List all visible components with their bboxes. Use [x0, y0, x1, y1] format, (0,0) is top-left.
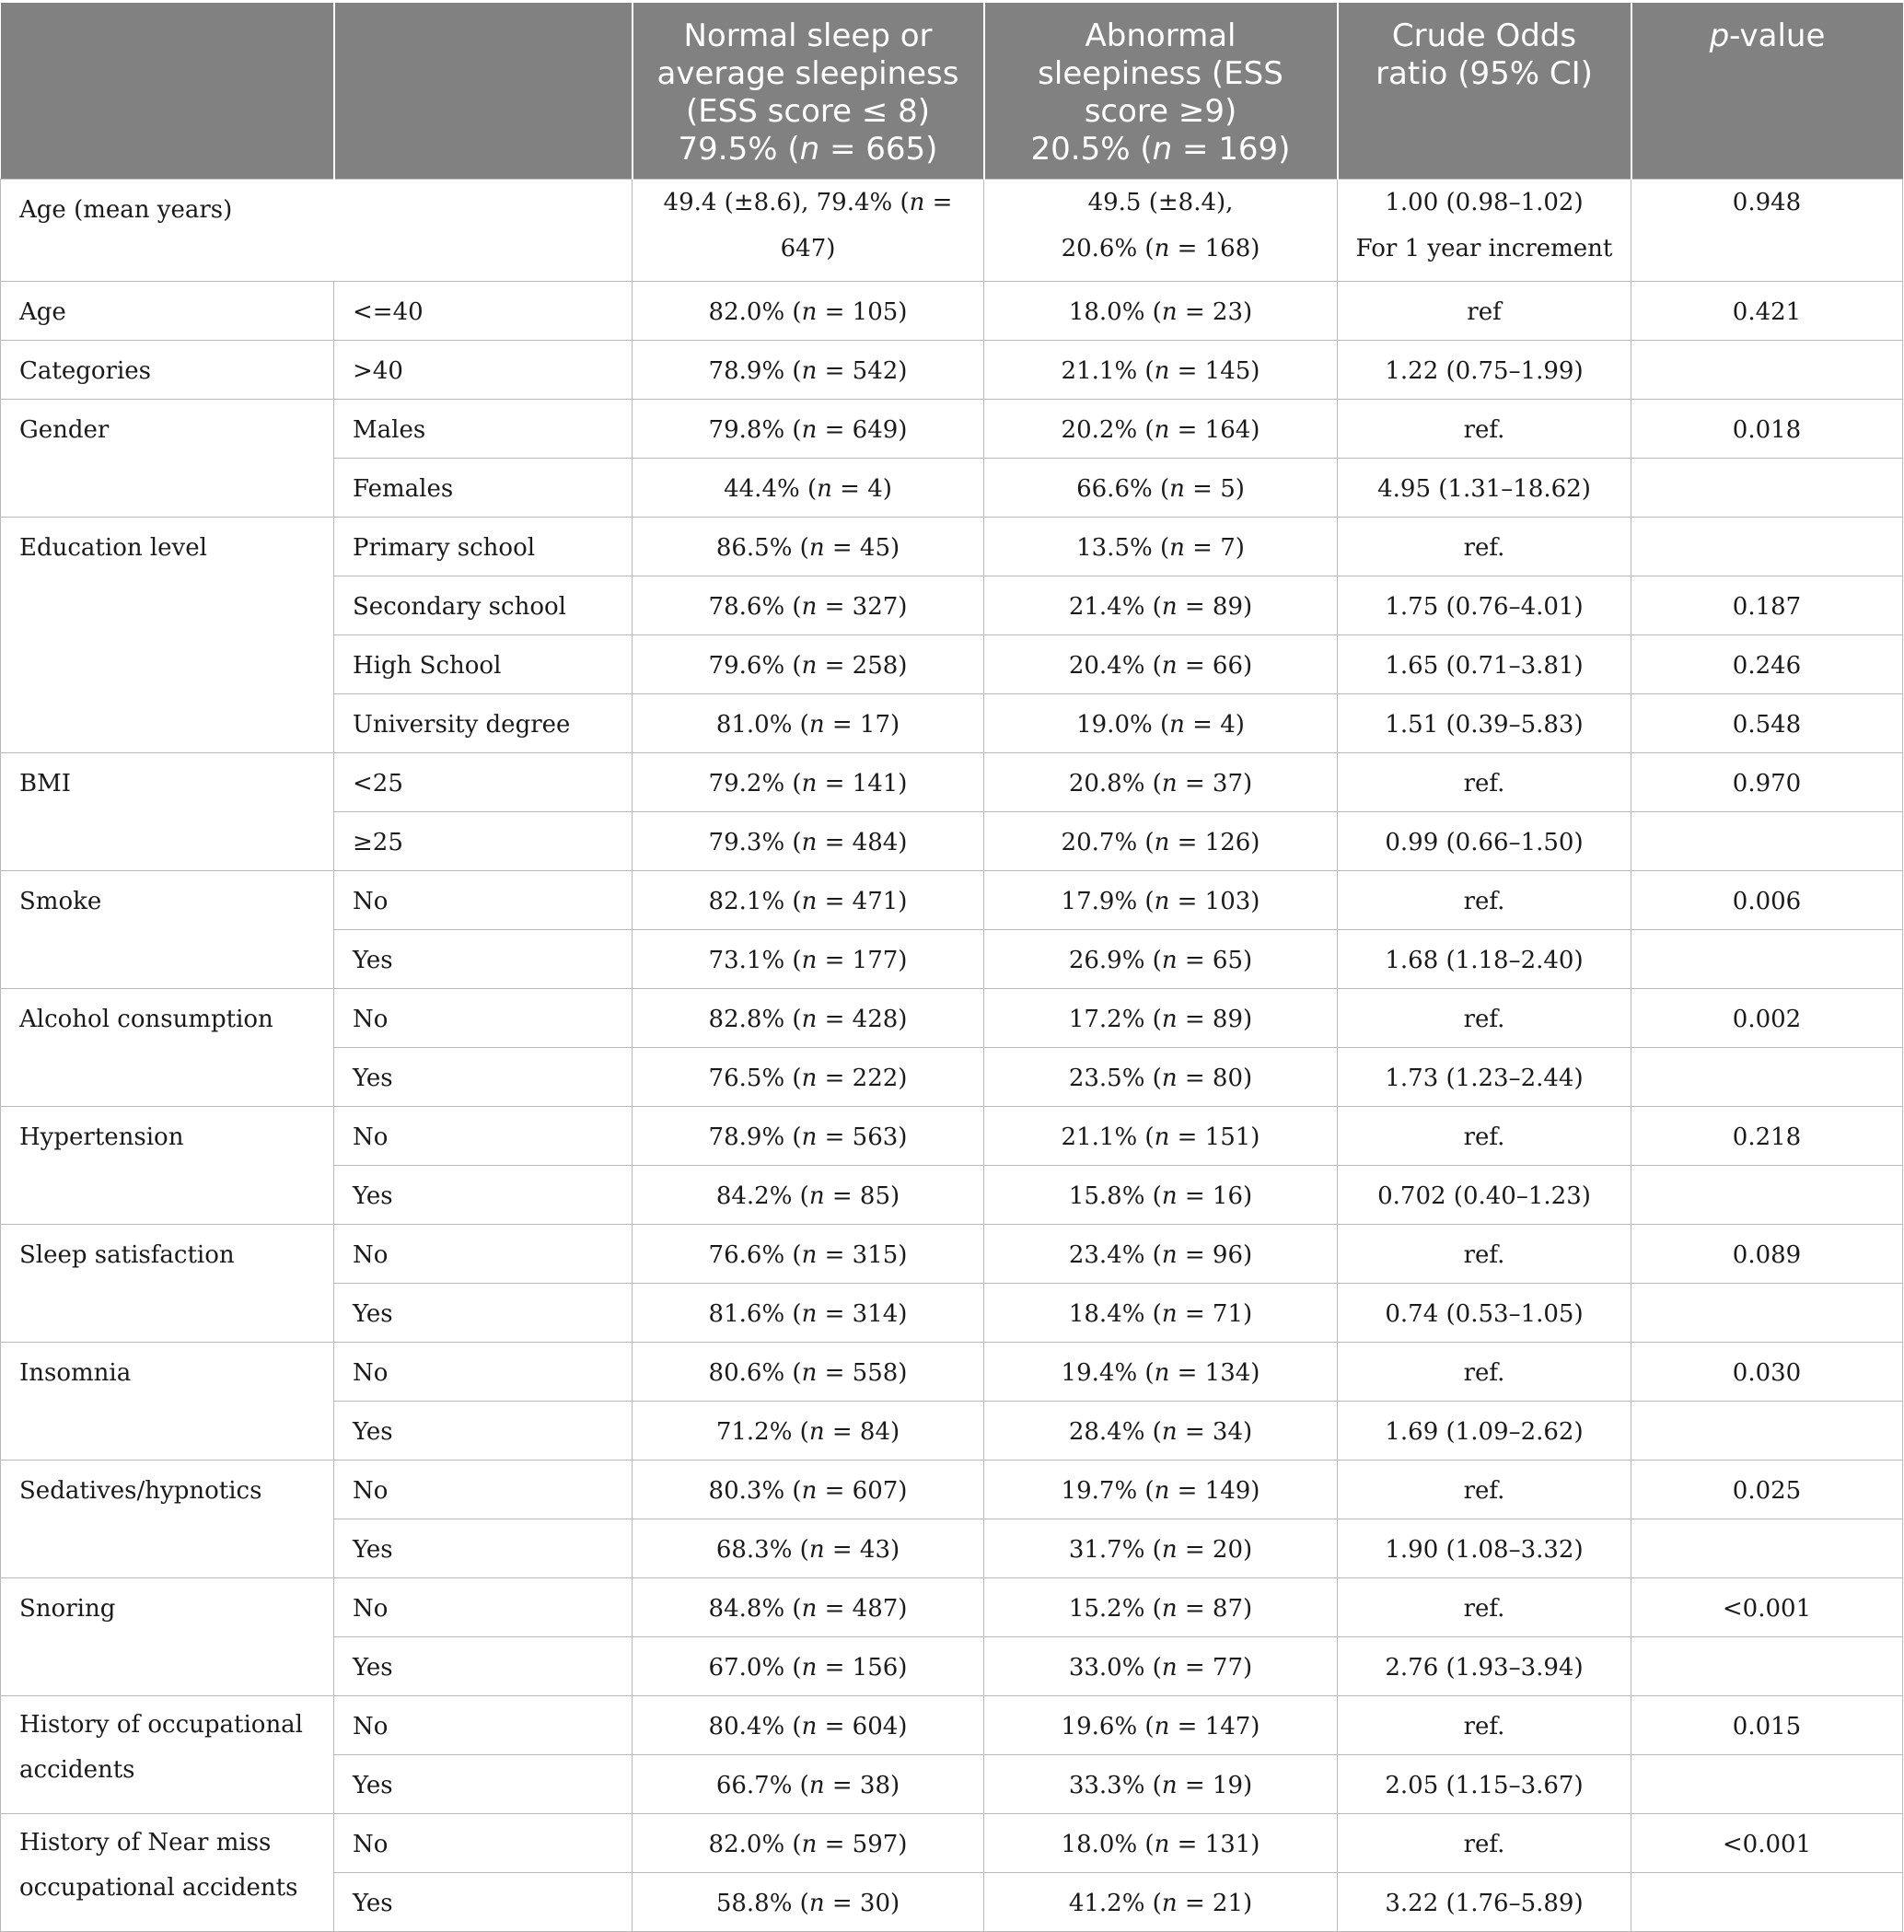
row-subcategory: ≥25 — [334, 812, 633, 871]
cell-odds-ratio: ref. — [1338, 1814, 1631, 1873]
row-subcategory: No — [334, 1578, 633, 1637]
row-subcategory: Yes — [334, 930, 633, 989]
row-subcategory: <=40 — [334, 282, 633, 341]
cell-p-value: 0.970 — [1631, 753, 1903, 812]
cell-normal: 82.8% (n = 428) — [633, 989, 984, 1048]
cell-normal: 49.4 (±8.6), 79.4% (n = 647) — [633, 180, 984, 282]
cell-normal: 73.1% (n = 177) — [633, 930, 984, 989]
cell-odds-ratio: 1.73 (1.23–2.44) — [1338, 1048, 1631, 1107]
cell-p-value — [1631, 1637, 1903, 1696]
cell-p-value: 0.246 — [1631, 635, 1903, 694]
cell-normal: 86.5% (n = 45) — [633, 518, 984, 576]
cell-p-value: 0.187 — [1631, 576, 1903, 635]
table-row — [1, 753, 1903, 812]
cell-odds-ratio: 0.99 (0.66–1.50) — [1338, 812, 1631, 871]
cell-abnormal: 33.3% (n = 19) — [984, 1755, 1338, 1814]
cell-normal: 81.0% (n = 17) — [633, 694, 984, 753]
table-row — [1, 1461, 1903, 1519]
cell-p-value — [1631, 812, 1903, 871]
cell-normal: 71.2% (n = 84) — [633, 1402, 984, 1461]
row-subcategory: No — [334, 1696, 633, 1755]
header-or-line1: Crude Odds — [1391, 17, 1577, 54]
cell-odds-ratio: ref. — [1338, 400, 1631, 459]
row-group-label: Sleep satisfaction — [1, 1225, 334, 1343]
cell-normal: 58.8% (n = 30) — [633, 1873, 984, 1932]
cell-abnormal: 20.8% (n = 37) — [984, 753, 1338, 812]
header-normal-line2: average sleepiness — [656, 55, 959, 92]
row-group-label: History of Near miss occupational accidents — [1, 1814, 334, 1932]
cell-odds-ratio: ref. — [1338, 1578, 1631, 1637]
cell-normal: 82.0% (n = 597) — [633, 1814, 984, 1873]
cell-abnormal: 15.2% (n = 87) — [984, 1578, 1338, 1637]
cell-odds-ratio: 1.75 (0.76–4.01) — [1338, 576, 1631, 635]
row-subcategory: Yes — [334, 1755, 633, 1814]
cell-odds-ratio: ref. — [1338, 518, 1631, 576]
cell-odds-ratio: 0.702 (0.40–1.23) — [1338, 1166, 1631, 1225]
row-group-label: Sedatives/hypnotics — [1, 1461, 334, 1578]
results-table — [0, 3, 1903, 1932]
cell-abnormal: 21.4% (n = 89) — [984, 576, 1338, 635]
header-abnormal-line4: 20.5% (n = 169) — [1030, 131, 1291, 168]
row-subcategory: Primary school — [334, 518, 633, 576]
cell-normal: 80.3% (n = 607) — [633, 1461, 984, 1519]
row-subcategory: Yes — [334, 1284, 633, 1343]
header-variable — [1, 3, 334, 180]
table-row — [1, 871, 1903, 930]
header-p-value: p-value — [1631, 3, 1903, 180]
row-subcategory: University degree — [334, 694, 633, 753]
cell-p-value — [1631, 1519, 1903, 1578]
cell-odds-ratio: 2.76 (1.93–3.94) — [1338, 1637, 1631, 1696]
cell-odds-ratio: 2.05 (1.15–3.67) — [1338, 1755, 1631, 1814]
header-abnormal-line1: Abnormal — [1085, 17, 1236, 54]
cell-abnormal: 18.0% (n = 131) — [984, 1814, 1338, 1873]
cell-normal: 80.4% (n = 604) — [633, 1696, 984, 1755]
row-subcategory: Females — [334, 459, 633, 518]
cell-abnormal: 18.4% (n = 71) — [984, 1284, 1338, 1343]
cell-p-value — [1631, 459, 1903, 518]
cell-p-value — [1631, 518, 1903, 576]
row-subcategory: Secondary school — [334, 576, 633, 635]
cell-normal: 79.3% (n = 484) — [633, 812, 984, 871]
cell-p-value — [1631, 1402, 1903, 1461]
row-group-label: Gender — [1, 400, 334, 518]
table-row — [1, 1814, 1903, 1873]
cell-odds-ratio: ref. — [1338, 1107, 1631, 1166]
cell-p-value: 0.025 — [1631, 1461, 1903, 1519]
header-normal-sleep — [633, 3, 984, 180]
row-group-label: BMI — [1, 753, 334, 871]
cell-abnormal: 28.4% (n = 34) — [984, 1402, 1338, 1461]
cell-abnormal: 15.8% (n = 16) — [984, 1166, 1338, 1225]
table-row — [1, 1696, 1903, 1755]
cell-abnormal: 19.7% (n = 149) — [984, 1461, 1338, 1519]
row-subcategory: Yes — [334, 1166, 633, 1225]
cell-abnormal: 20.7% (n = 126) — [984, 812, 1338, 871]
cell-odds-ratio: ref. — [1338, 1696, 1631, 1755]
row-subcategory: Yes — [334, 1873, 633, 1932]
row-group-label: History of occupational accidents — [1, 1696, 334, 1814]
cell-odds-ratio: 0.74 (0.53–1.05) — [1338, 1284, 1631, 1343]
cell-normal: 82.1% (n = 471) — [633, 871, 984, 930]
row-group-label: Snoring — [1, 1578, 334, 1696]
cell-odds-ratio: 4.95 (1.31–18.62) — [1338, 459, 1631, 518]
row-group-label: Insomnia — [1, 1343, 334, 1461]
cell-normal: 78.9% (n = 563) — [633, 1107, 984, 1166]
cell-normal: 79.2% (n = 141) — [633, 753, 984, 812]
row-group-label: Education level — [1, 518, 334, 753]
row-label: Age (mean years) — [1, 180, 633, 282]
cell-p-value — [1631, 1166, 1903, 1225]
cell-abnormal: 18.0% (n = 23) — [984, 282, 1338, 341]
row-subcategory: No — [334, 1225, 633, 1284]
cell-p-value: 0.015 — [1631, 1696, 1903, 1755]
cell-odds-ratio: ref. — [1338, 871, 1631, 930]
cell-odds-ratio: ref. — [1338, 989, 1631, 1048]
header-or-line2: ratio (95% CI) — [1376, 55, 1593, 92]
cell-abnormal: 13.5% (n = 7) — [984, 518, 1338, 576]
row-subcategory: No — [334, 1107, 633, 1166]
cell-normal: 81.6% (n = 314) — [633, 1284, 984, 1343]
row-group-label: Hypertension — [1, 1107, 334, 1225]
row-subcategory: No — [334, 871, 633, 930]
cell-abnormal: 23.4% (n = 96) — [984, 1225, 1338, 1284]
cell-normal: 76.6% (n = 315) — [633, 1225, 984, 1284]
cell-normal: 76.5% (n = 222) — [633, 1048, 984, 1107]
cell-normal: 82.0% (n = 105) — [633, 282, 984, 341]
table-row — [1, 1343, 1903, 1402]
cell-p-value: 0.421 — [1631, 282, 1903, 341]
table-body — [1, 180, 1903, 1932]
cell-normal: 68.3% (n = 43) — [633, 1519, 984, 1578]
cell-p-value: 0.948 — [1631, 180, 1903, 282]
cell-abnormal: 41.2% (n = 21) — [984, 1873, 1338, 1932]
header-category — [334, 3, 633, 180]
cell-p-value: 0.089 — [1631, 1225, 1903, 1284]
cell-abnormal: 19.4% (n = 134) — [984, 1343, 1338, 1402]
cell-odds-ratio: ref. — [1338, 1461, 1631, 1519]
cell-p-value: 0.018 — [1631, 400, 1903, 459]
cell-normal: 79.8% (n = 649) — [633, 400, 984, 459]
cell-p-value — [1631, 1048, 1903, 1107]
cell-odds-ratio: 1.00 (0.98–1.02) For 1 year increment — [1338, 180, 1631, 282]
cell-odds-ratio: ref. — [1338, 753, 1631, 812]
row-subcategory: No — [334, 1343, 633, 1402]
cell-odds-ratio: 3.22 (1.76–5.89) — [1338, 1873, 1631, 1932]
cell-odds-ratio: ref. — [1338, 1225, 1631, 1284]
cell-normal: 44.4% (n = 4) — [633, 459, 984, 518]
cell-abnormal: 17.2% (n = 89) — [984, 989, 1338, 1048]
cell-normal: 67.0% (n = 156) — [633, 1637, 984, 1696]
cell-p-value: 0.218 — [1631, 1107, 1903, 1166]
cell-abnormal: 19.0% (n = 4) — [984, 694, 1338, 753]
cell-abnormal: 20.4% (n = 66) — [984, 635, 1338, 694]
cell-abnormal: 23.5% (n = 80) — [984, 1048, 1338, 1107]
table-header — [1, 3, 1903, 180]
cell-p-value — [1631, 1873, 1903, 1932]
cell-odds-ratio: 1.69 (1.09–2.62) — [1338, 1402, 1631, 1461]
cell-p-value: 0.002 — [1631, 989, 1903, 1048]
cell-odds-ratio: ref. — [1338, 1343, 1631, 1402]
cell-normal: 66.7% (n = 38) — [633, 1755, 984, 1814]
row-subcategory: <25 — [334, 753, 633, 812]
table-row — [1, 1578, 1903, 1637]
row-subcategory: Yes — [334, 1402, 633, 1461]
row-subcategory: Yes — [334, 1519, 633, 1578]
row-subcategory: No — [334, 1814, 633, 1873]
cell-abnormal: 31.7% (n = 20) — [984, 1519, 1338, 1578]
cell-odds-ratio: 1.51 (0.39–5.83) — [1338, 694, 1631, 753]
cell-abnormal: 17.9% (n = 103) — [984, 871, 1338, 930]
cell-normal: 84.2% (n = 85) — [633, 1166, 984, 1225]
cell-abnormal: 66.6% (n = 5) — [984, 459, 1338, 518]
header-abnormal-sleepiness — [984, 3, 1338, 180]
cell-abnormal: 19.6% (n = 147) — [984, 1696, 1338, 1755]
row-group-label: Smoke — [1, 871, 334, 989]
cell-normal: 79.6% (n = 258) — [633, 635, 984, 694]
cell-abnormal: 21.1% (n = 151) — [984, 1107, 1338, 1166]
row-subcategory: >40 — [334, 341, 633, 400]
cell-abnormal: 49.5 (±8.4), 20.6% (n = 168) — [984, 180, 1338, 282]
cell-abnormal: 33.0% (n = 77) — [984, 1637, 1338, 1696]
table-row — [1, 282, 1903, 341]
cell-odds-ratio: ref — [1338, 282, 1631, 341]
cell-odds-ratio: 1.90 (1.08–3.32) — [1338, 1519, 1631, 1578]
row-subcategory: High School — [334, 635, 633, 694]
cell-p-value: <0.001 — [1631, 1814, 1903, 1873]
table-row-age-mean — [1, 180, 1903, 282]
row-subcategory: Yes — [334, 1637, 633, 1696]
cell-p-value: 0.006 — [1631, 871, 1903, 930]
header-abnormal-line3: score ≥9) — [1084, 93, 1237, 130]
cell-odds-ratio: 1.68 (1.18–2.40) — [1338, 930, 1631, 989]
cell-abnormal: 26.9% (n = 65) — [984, 930, 1338, 989]
row-subcategory: Yes — [334, 1048, 633, 1107]
row-group-label: Alcohol consumption — [1, 989, 334, 1107]
cell-normal: 84.8% (n = 487) — [633, 1578, 984, 1637]
row-subcategory: No — [334, 1461, 633, 1519]
cell-normal: 78.6% (n = 327) — [633, 576, 984, 635]
table-row — [1, 1107, 1903, 1166]
cell-normal: 78.9% (n = 542) — [633, 341, 984, 400]
cell-p-value — [1631, 1755, 1903, 1814]
header-abnormal-line2: sleepiness (ESS — [1038, 55, 1283, 92]
header-normal-line4: 79.5% (n = 665) — [678, 131, 938, 168]
cell-odds-ratio: 1.65 (0.71–3.81) — [1338, 635, 1631, 694]
row-subcategory: No — [334, 989, 633, 1048]
table-row — [1, 1225, 1903, 1284]
header-normal-line3: (ESS score ≤ 8) — [685, 93, 931, 130]
table-row — [1, 400, 1903, 459]
table-row — [1, 518, 1903, 576]
table-row — [1, 989, 1903, 1048]
row-group-label: Categories — [1, 341, 334, 400]
row-group-label: Age — [1, 282, 334, 341]
cell-abnormal: 20.2% (n = 164) — [984, 400, 1338, 459]
header-normal-line1: Normal sleep or — [683, 17, 933, 54]
cell-abnormal: 21.1% (n = 145) — [984, 341, 1338, 400]
cell-normal: 80.6% (n = 558) — [633, 1343, 984, 1402]
table-row — [1, 341, 1903, 400]
row-subcategory: Males — [334, 400, 633, 459]
cell-p-value — [1631, 341, 1903, 400]
cell-p-value: 0.548 — [1631, 694, 1903, 753]
cell-p-value: <0.001 — [1631, 1578, 1903, 1637]
cell-p-value — [1631, 930, 1903, 989]
cell-p-value — [1631, 1284, 1903, 1343]
header-crude-odds-ratio — [1338, 3, 1631, 180]
cell-p-value: 0.030 — [1631, 1343, 1903, 1402]
cell-odds-ratio: 1.22 (0.75–1.99) — [1338, 341, 1631, 400]
